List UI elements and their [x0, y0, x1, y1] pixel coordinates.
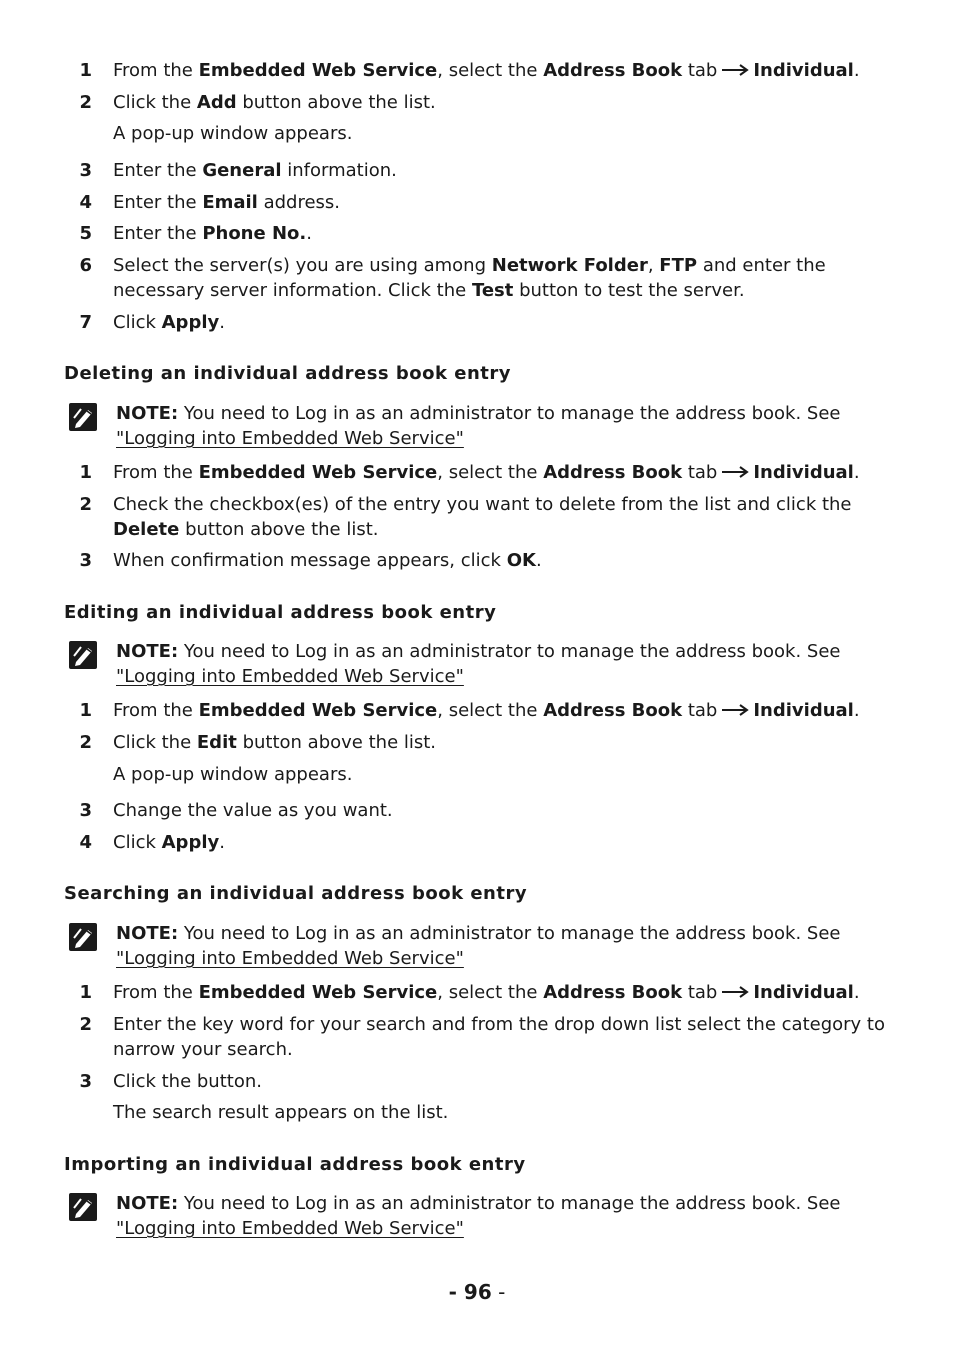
logging-into-ews-link[interactable]: "Logging into Embedded Web Service": [116, 948, 464, 969]
pencil-note-icon: [68, 402, 98, 432]
page-number: - 96 -: [448, 1280, 506, 1304]
logging-into-ews-link[interactable]: "Logging into Embedded Web Service": [116, 1218, 464, 1239]
search-heading: Searching an individual address book entry: [64, 883, 528, 904]
arrow-right-icon: [721, 704, 749, 716]
edit-popup-note: A pop-up window appears.: [113, 764, 353, 785]
arrow-right-icon: [721, 64, 749, 76]
logging-into-ews-link[interactable]: "Logging into Embedded Web Service": [116, 666, 464, 687]
pencil-note-icon: [68, 640, 98, 670]
arrow-right-icon: [721, 466, 749, 478]
add-popup-note: A pop-up window appears.: [113, 123, 353, 144]
edit-heading: Editing an individual address book entry: [64, 602, 497, 623]
search-result-note: The search result appears on the list.: [113, 1102, 449, 1123]
import-heading: Importing an individual address book entry: [64, 1154, 526, 1175]
logging-into-ews-link[interactable]: "Logging into Embedded Web Service": [116, 428, 464, 449]
manual-page: 1 From the Embedded Web Service, select the Address Book tab Individual. 2 Click the Add button above the list. A pop-up window appears. 3 Enter the General information. 4 Enter the Email address. 5 Enter the Phone No.. 6 Select the server(s) you are using among Network Folder, FTP and enter the necessary server information. Click the Test button to test the server. 7 Click Apply. Deleting an individual address book entry NOTE: You need to Log in as an administrator to manage the address book. See "Logging into Embedded Web Service" 1 From the Embedded Web Service, select the Address Book tab Individual. 2 Check the checkbox(es) of the entry you want to delete from the list and click the Delete button above the list. 3 When confirmation message appears, click OK. Editing an individual address book entry NOTE: You need to Log in as an administrator to manage the address book. See "Logging into Embedded Web Service" 1 From the Embedded Web Service, select the Address Book tab Individual. 2 Click the Edit button above the list. A pop-up window appears. 3 Change the value as you want. 4 Click Apply. Searching an individual address book entry NOTE: You need to Log in as an administrator to manage the address book. See "Logging into Embedded Web Service" 1 From the Embedded Web Service, select the Address Book tab Individual. 2 Enter the key word for your search and from the drop down list select the category to narrow your search. 3 Click the button. The search result appears on the list. Importing an individual address book entry NOTE: You need to Log in as an administrator to manage the address book. See "Logging into Embedded Web Service" - 96 -: [0, 0, 954, 1352]
pencil-note-icon: [68, 922, 98, 952]
pencil-note-icon: [68, 1192, 98, 1222]
delete-heading: Deleting an individual address book entry: [64, 363, 512, 384]
arrow-right-icon: [721, 986, 749, 998]
